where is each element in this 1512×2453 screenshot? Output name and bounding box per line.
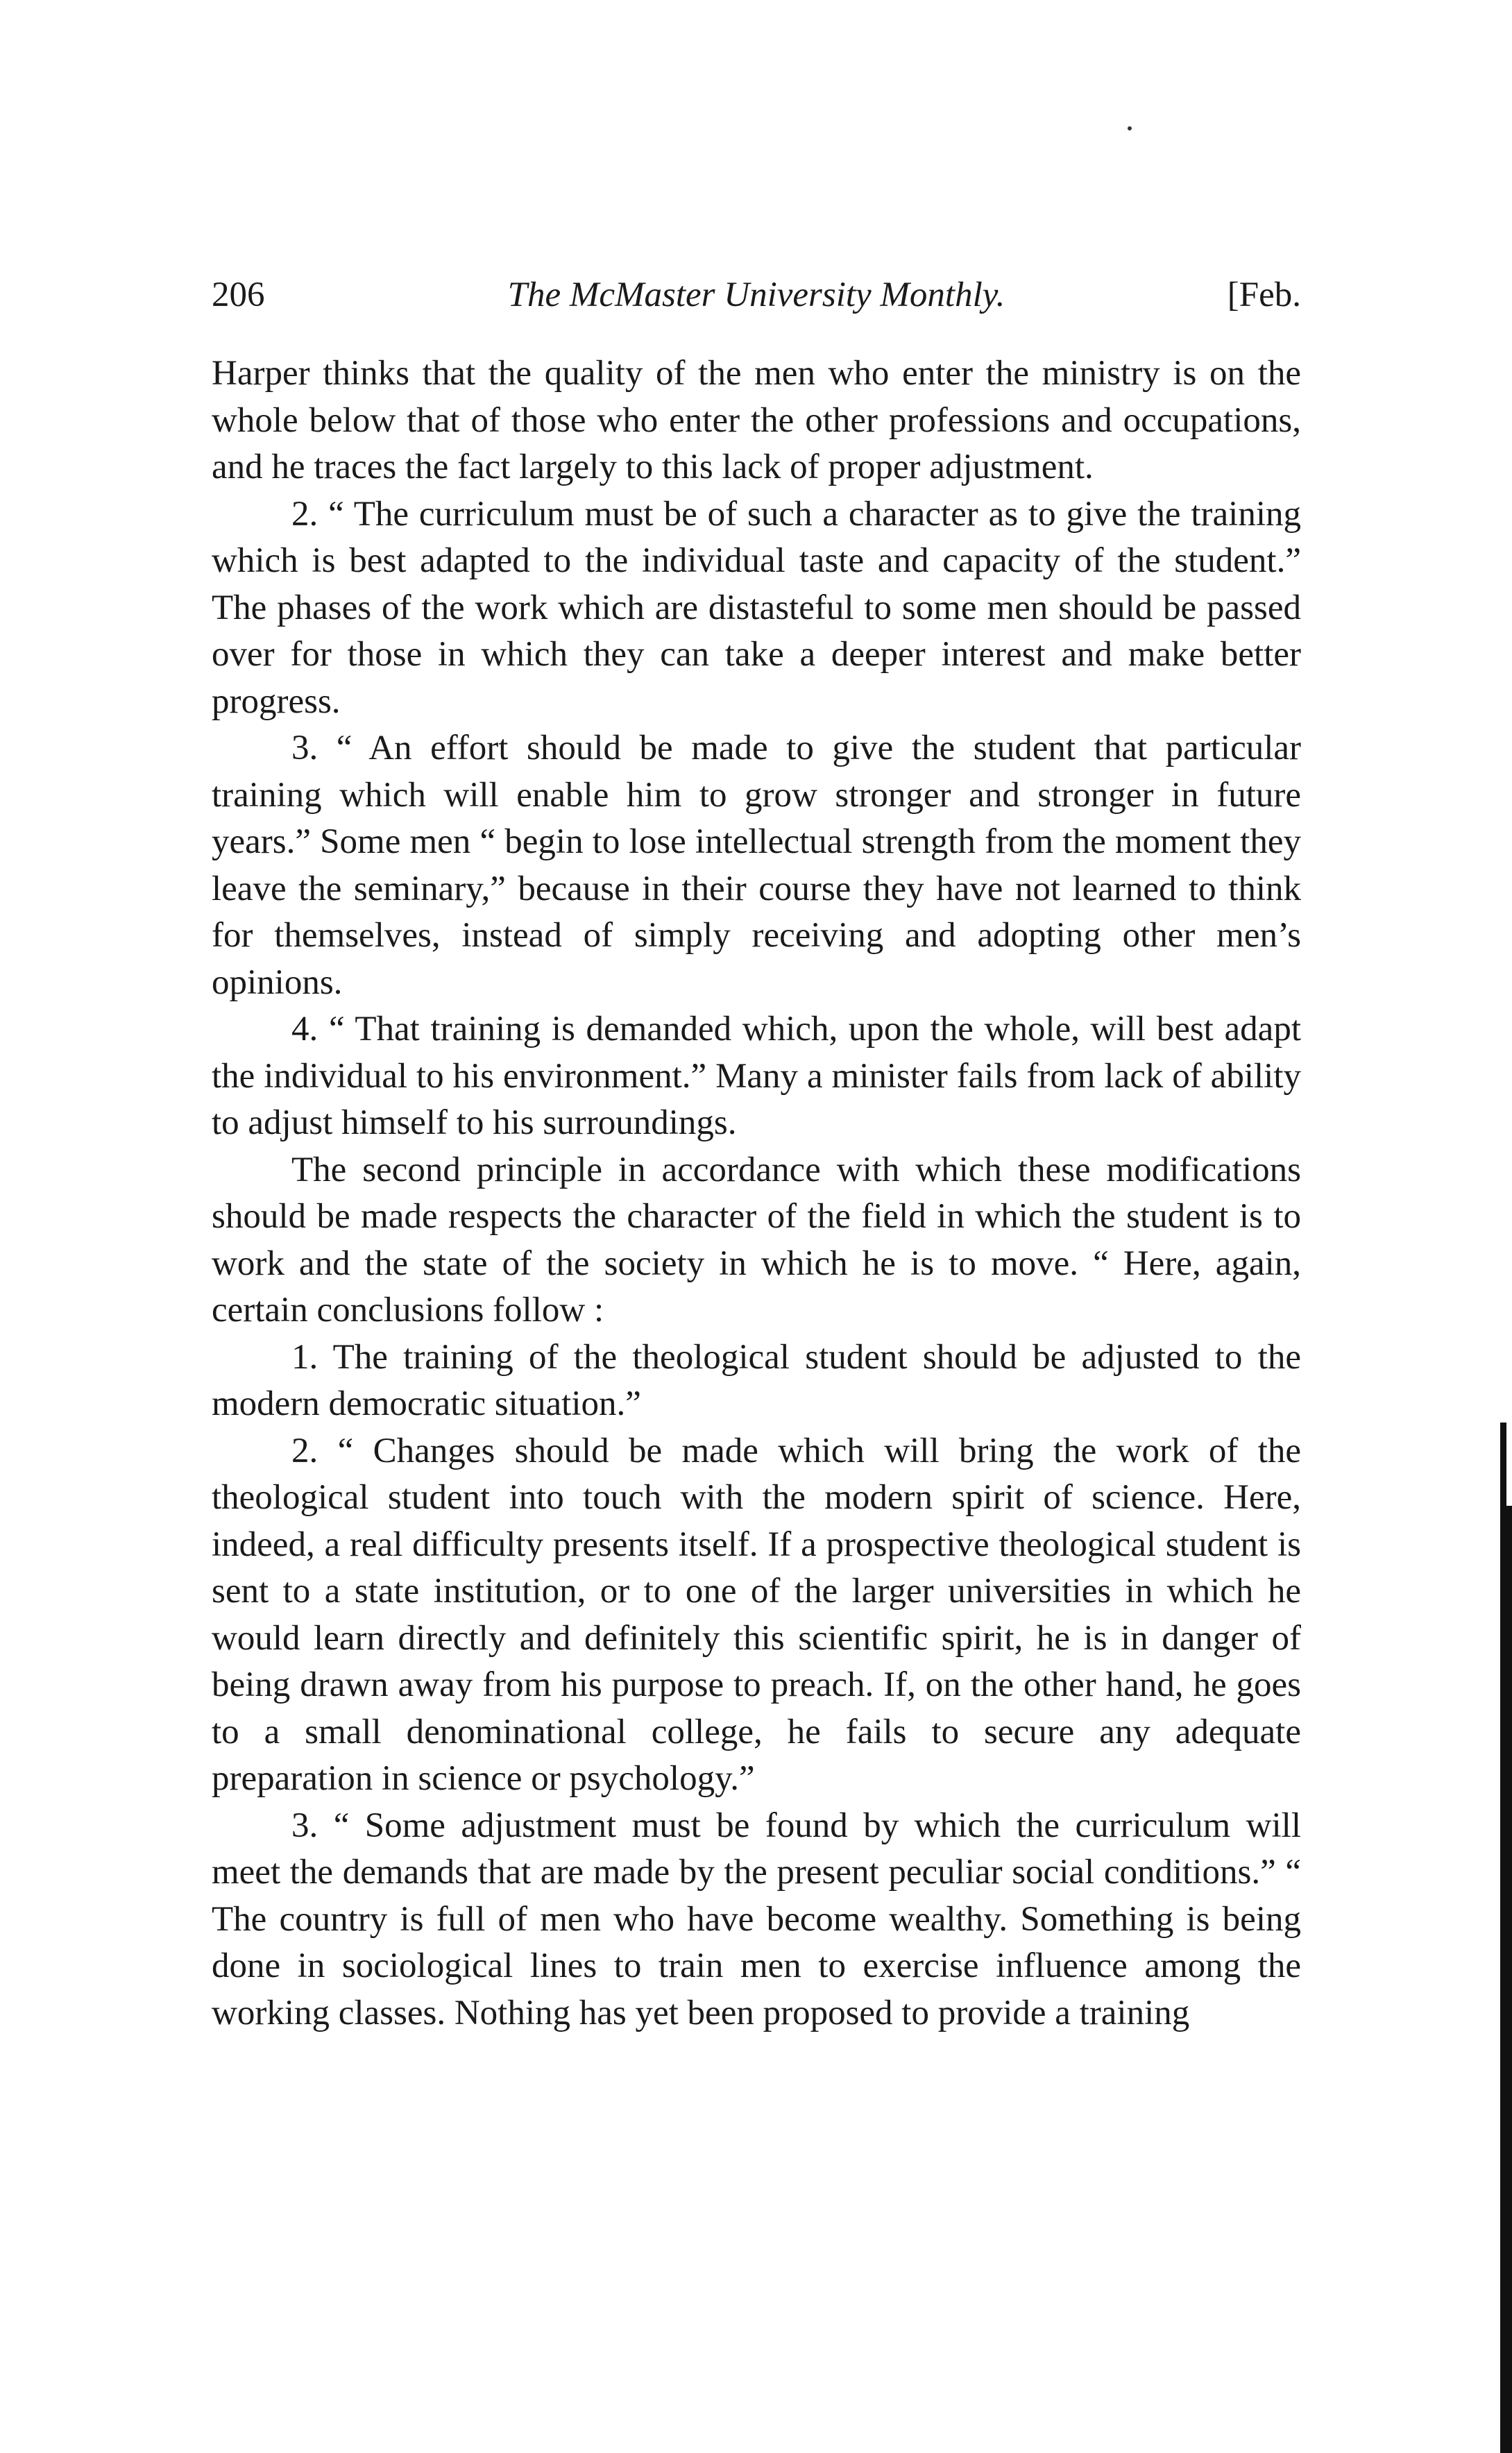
paragraph: The second principle in accordance with which these modifications should be made respects the character of the field in which the student is to work and the state of the society in which he is to move. “ Here, again, certain conclusions follow : [212,1150,1301,1330]
journal-title: The McMaster University Monthly. [507,275,1005,314]
page-number: 206 [212,275,265,314]
paragraph: 1. The training of the theological student should be adjusted to the modern democratic situation.” [212,1337,1301,1423]
paragraph: Harper thinks that the quality of the men who enter the ministry is on the whole below that of those who enter the other professions and occupations, and he traces the fact largely to this lack of proper adjustment. [212,354,1301,486]
page-edge-shadow [1506,1506,1512,2453]
paragraph: 3. “ An effort should be made to give the student that particular training which will enable him to grow stronger and stronger in future years.” Some men “ begin to lose intellectual strength from the moment they leave the seminary,” because in their course they have not learned to think for themselves, instead of simply receiving and adopting other men’s opinions. [212,729,1301,1002]
paragraph: 3. “ Some adjustment must be found by which the curriculum will meet the demands that are made by the present peculiar social conditions.” “ The country is full of men who have become wealthy. Something is being done in sociological lines to train men to exercise influence among the working classes. Nothing has yet been proposed to provide a training [212,1806,1301,2032]
body-text [212,350,1301,2037]
paragraph: 4. “ That training is demanded which, upon the whole, will best adapt the individual to his environment.” Many a minister fails from lack of ability to adjust himself to his surroundings. [212,1010,1301,1142]
scan-speck [1128,126,1132,130]
running-header [212,267,1301,323]
paragraph: 2. “ Changes should be made which will bring the work of the theological student into touch with the modern spirit of science. Here, indeed, a real difficulty presents itself. If a prospective theological student is sent to a state institution, or to one of the larger universities in which he would learn directly and definitely this scientific spirit, he is in danger of being drawn away from his purpose to preach. If, on the other hand, he goes to a small denominational college, he fails to secure any adequate preparation in science or psychology.” [212,1431,1301,1798]
issue-month: [Feb. [1227,275,1301,314]
page-edge-shadow [1500,1423,1506,2453]
paragraph: 2. “ The curriculum must be of such a character as to give the training which is best adapted to the individual taste and capacity of the student.” The phases of the work which are distasteful to some men should be passed over for those in which they can take a deeper interest and make better progress. [212,494,1301,721]
